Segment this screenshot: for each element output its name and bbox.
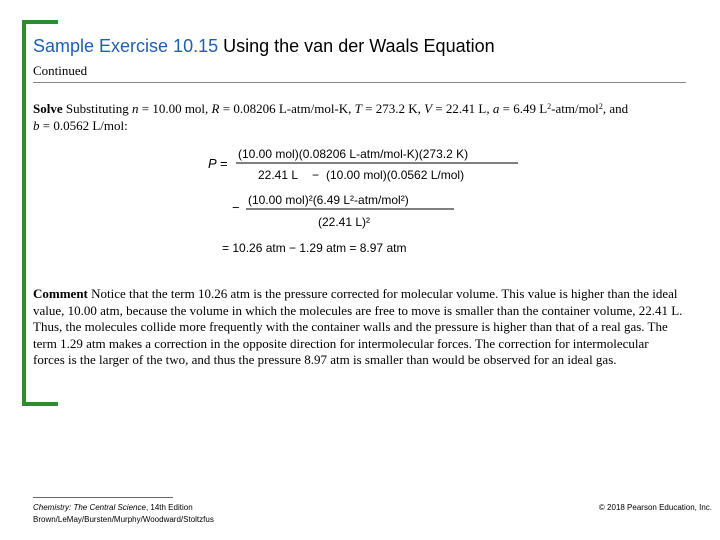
superscript: 2 xyxy=(598,102,603,111)
solve-text: = 0.08206 L-atm/mol-K, xyxy=(219,101,355,116)
equation-block xyxy=(200,140,520,260)
page-title xyxy=(33,36,495,57)
eq-minus: − xyxy=(232,200,240,215)
eq-lhs: P xyxy=(208,156,217,171)
solve-text: = 273.2 K, xyxy=(361,101,425,116)
solve-text: = 10.00 mol, xyxy=(138,101,212,116)
eq-frac1-denominator-a: 22.41 L xyxy=(258,168,299,182)
eq-equals: = xyxy=(220,156,228,171)
bracket-bottom xyxy=(22,402,58,406)
title-text: Using the van der Waals Equation xyxy=(223,36,495,56)
comment-paragraph xyxy=(33,286,683,369)
eq-frac1-denominator-b: (10.00 mol)(0.0562 L/mol) xyxy=(326,168,465,182)
eq-frac2-denominator: (22.41 L)² xyxy=(318,215,371,229)
solve-text: , and xyxy=(602,101,629,116)
solve-text: -atm/mol xyxy=(551,101,599,116)
var-T: T xyxy=(354,101,362,116)
solve-text: = 6.49 L xyxy=(499,101,548,116)
divider xyxy=(33,82,686,83)
solve-paragraph xyxy=(33,101,683,134)
bracket-left xyxy=(22,20,26,406)
superscript: 2 xyxy=(547,102,552,111)
var-a: a xyxy=(492,101,500,116)
title-prefix: Sample Exercise 10.15 xyxy=(33,36,219,56)
solve-text: = 22.41 L, xyxy=(432,101,493,116)
subtitle: Continued xyxy=(33,63,88,78)
eq-frac1-numerator: (10.00 mol)(0.08206 L-atm/mol-K)(273.2 K) xyxy=(238,147,469,161)
footer-book-edition: , 14th Edition xyxy=(145,503,193,512)
eq-result: = 10.26 atm − 1.29 atm = 8.97 atm xyxy=(222,241,407,255)
var-R: R xyxy=(211,101,220,116)
footer-divider xyxy=(33,497,173,498)
footer-book-title: Chemistry: The Central Science xyxy=(33,503,146,512)
footer-copyright: © 2018 Pearson Education, Inc. xyxy=(598,503,712,512)
var-b: b xyxy=(33,117,40,133)
solve-lead: Solve xyxy=(33,101,63,116)
var-n: n xyxy=(131,101,139,116)
footer-citation xyxy=(33,502,214,526)
solve-text: Substituting xyxy=(62,101,132,116)
solve-text: = 0.0562 L/mol: xyxy=(39,117,128,133)
footer-authors: Brown/LeMay/Bursten/Murphy/Woodward/Stoltzfus xyxy=(33,515,214,524)
eq-frac1-minus: − xyxy=(312,168,320,182)
comment-text: Notice that the term 10.26 atm is the pressure corrected for molecular volume. This value is higher than the ideal value, 10.00 atm, because the volume in which the molecules are free to move is smaller than the container volume, 22.41 L. Thus, the molecules collide more frequently with the container walls and the pressure is higher than that of a real gas. The term 1.29 atm makes a correction in the opposite direction for intermolecular forces. The correction for intermolecular forces is the larger of the two, and thus the pressure 8.97 atm is smaller than would be observed for an ideal gas. xyxy=(33,286,683,367)
eq-frac2-numerator: (10.00 mol)²(6.49 L²-atm/mol²) xyxy=(248,193,409,207)
equation-svg xyxy=(200,140,520,260)
var-V: V xyxy=(424,101,433,116)
bracket-top xyxy=(22,20,58,24)
comment-lead: Comment xyxy=(33,286,88,301)
